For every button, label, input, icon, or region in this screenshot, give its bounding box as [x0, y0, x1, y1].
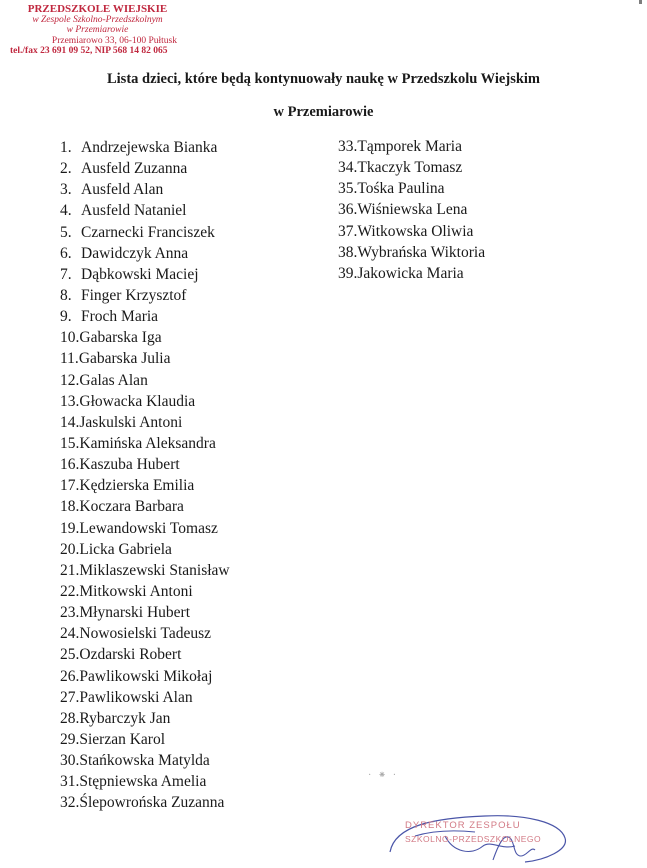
list-item-number: 14. — [60, 413, 80, 431]
list-item-name: Dawidczyk Anna — [81, 244, 189, 262]
list-item-name: Mitkowski Antoni — [79, 582, 193, 600]
list-item-name: Miklaszewski Stanisław — [79, 561, 230, 579]
list-item-number: 19. — [60, 519, 80, 537]
list-item-name: Tkaczyk Tomasz — [357, 159, 463, 177]
list-item — [60, 560, 230, 581]
list-item-name: Pawlikowski Mikołaj — [79, 667, 213, 685]
list-item-number: 34. — [338, 159, 358, 177]
list-item-name: Licka Gabriela — [79, 540, 172, 558]
list-item-name: Kędzierska Emilia — [79, 477, 195, 495]
list-item — [60, 179, 230, 200]
scan-artifact — [639, 0, 642, 4]
list-item-name: Wiśniewska Lena — [357, 201, 468, 219]
list-item — [60, 539, 230, 560]
stamp-line-3: w Przemiarowie — [66, 25, 129, 35]
list-item-number: 10. — [60, 329, 80, 347]
list-item — [60, 602, 230, 623]
list-item-name: Jakowicka Maria — [357, 264, 464, 282]
list-item-number: 36. — [338, 201, 358, 219]
list-item-number: 24. — [60, 625, 80, 643]
list-item-number: 28. — [60, 709, 80, 727]
list-item — [60, 454, 230, 475]
list-item-name: Koczara Barbara — [79, 498, 184, 516]
list-item — [60, 666, 230, 687]
list-item — [338, 136, 485, 157]
list-item-name: Froch Maria — [81, 308, 159, 326]
list-item — [60, 687, 230, 708]
list-item-name: Tośka Paulina — [357, 180, 445, 198]
director-stamp-line-1: DYREKTOR ZESPOŁU — [405, 820, 521, 831]
list-item — [60, 285, 230, 306]
list-item — [338, 263, 485, 284]
list-item — [60, 750, 230, 771]
list-item-number: 15. — [60, 434, 80, 452]
list-item — [338, 221, 485, 242]
list-item-name: Gabarska Iga — [79, 329, 162, 347]
list-item — [60, 792, 230, 813]
list-item-number: 7. — [60, 265, 72, 283]
list-item — [338, 178, 485, 199]
list-item-name: Rybarczyk Jan — [79, 709, 171, 727]
list-item-number: 35. — [338, 180, 358, 198]
list-item-name: Kaszuba Hubert — [79, 456, 180, 474]
list-item-number: 2. — [60, 160, 72, 178]
list-item — [338, 157, 485, 178]
list-item-name: Finger Krzysztof — [81, 286, 187, 304]
list-item — [60, 412, 230, 433]
list-item-name: Jaskulski Antoni — [79, 413, 183, 431]
list-item-number: 9. — [60, 308, 72, 326]
list-item — [60, 475, 230, 496]
list-item-name: Ozdarski Robert — [79, 646, 182, 664]
list-item-number: 18. — [60, 498, 80, 516]
list-item — [60, 729, 230, 750]
list-item — [60, 433, 230, 454]
list-item-name: Tąmporek Maria — [357, 138, 462, 155]
list-item — [60, 137, 230, 158]
list-item — [60, 771, 230, 792]
list-item — [60, 264, 230, 285]
list-item-name: Ausfeld Alan — [81, 181, 164, 199]
list-item-number: 33. — [338, 138, 358, 155]
list-item-number: 16. — [60, 456, 80, 474]
list-item-name: Dąbkowski Maciej — [81, 265, 199, 283]
list-item-number: 12. — [60, 371, 80, 389]
list-item-name: Lewandowski Tomasz — [79, 519, 218, 537]
school-stamp — [10, 4, 185, 57]
list-item-name: Pawlikowski Alan — [79, 688, 193, 706]
list-item — [60, 370, 230, 391]
document-title: Lista dzieci, które będą kontynuowały naukę w Przedszkolu Wiejskim — [106, 71, 541, 87]
list-item — [338, 199, 485, 220]
list-item-name: Ausfeld Zuzanna — [81, 160, 188, 178]
list-item-number: 13. — [60, 392, 80, 410]
children-list-column-2 — [338, 136, 485, 284]
list-item — [60, 518, 230, 539]
list-item — [60, 581, 230, 602]
list-item-name: Andrzejewska Bianka — [81, 139, 218, 156]
list-item-name: Ślepowrońska Zuzanna — [79, 794, 225, 812]
list-item-number: 5. — [60, 223, 72, 241]
list-item-name: Nowosielski Tadeusz — [79, 625, 212, 643]
list-item-number: 21. — [60, 561, 80, 579]
list-item — [60, 708, 230, 729]
children-list-column-1 — [60, 137, 230, 814]
list-item-number: 27. — [60, 688, 80, 706]
list-item-number: 26. — [60, 667, 80, 685]
list-item-number: 30. — [60, 752, 80, 770]
list-item-number: 37. — [338, 222, 358, 240]
list-item-number: 32. — [60, 794, 80, 812]
list-item-number: 31. — [60, 773, 80, 791]
list-item-number: 38. — [338, 243, 358, 261]
list-item-name: Gabarska Julia — [78, 350, 171, 368]
list-item-number: 17. — [60, 477, 80, 495]
list-item-name: Ausfeld Nataniel — [81, 202, 187, 220]
list-item — [60, 644, 230, 665]
list-item-number: 23. — [60, 604, 80, 622]
scan-specks: · ⁕ · — [368, 770, 399, 781]
list-item-number: 3. — [60, 181, 72, 199]
list-item — [60, 496, 230, 517]
list-item-number: 29. — [60, 730, 80, 748]
director-stamp-line-2: SZKOLNO-PRZEDSZKOLNEGO — [405, 834, 542, 844]
list-item — [60, 200, 230, 221]
list-item — [60, 348, 230, 369]
document-subtitle: w Przemiarowie — [273, 104, 374, 120]
stamp-line-1: PRZEDSZKOLE WIEJSKIE — [27, 3, 168, 15]
list-item-name: Galas Alan — [79, 371, 148, 389]
list-item — [60, 158, 230, 179]
list-item — [60, 623, 230, 644]
list-item — [60, 306, 230, 327]
list-item-name: Witkowska Oliwia — [357, 222, 474, 240]
list-item — [60, 391, 230, 412]
list-item-name: Wybrańska Wiktoria — [357, 243, 486, 261]
list-item — [60, 243, 230, 264]
list-item — [60, 327, 230, 348]
stamp-line-5: tel./fax 23 691 09 52, NIP 568 14 82 065 — [10, 46, 168, 56]
list-item — [338, 242, 485, 263]
list-item-name: Głowacka Klaudia — [79, 392, 196, 410]
list-item-name: Młynarski Hubert — [79, 604, 191, 622]
stamp-line-2: w Zespole Szkolno-Przedszkolnym — [32, 14, 163, 25]
list-item-number: 4. — [60, 202, 72, 220]
list-item-name: Stępniewska Amelia — [79, 773, 207, 791]
list-item-name: Stańkowska Matylda — [79, 752, 210, 770]
stamp-line-4: Przemiarowo 33, 06-100 Pułtusk — [51, 35, 177, 46]
list-item-number: 6. — [60, 244, 72, 262]
list-item-name: Sierzan Karol — [79, 730, 166, 748]
list-item-name: Kamińska Aleksandra — [79, 434, 216, 452]
list-item-number: 1. — [60, 139, 72, 156]
list-item-number: 11. — [60, 350, 79, 368]
list-item-number: 20. — [60, 540, 80, 558]
list-item-number: 8. — [60, 286, 72, 304]
list-item — [60, 222, 230, 243]
list-item-number: 22. — [60, 582, 80, 600]
director-stamp — [375, 790, 575, 863]
list-item-number: 39. — [338, 264, 358, 282]
list-item-name: Czarnecki Franciszek — [81, 223, 215, 241]
list-item-number: 25. — [60, 646, 80, 664]
